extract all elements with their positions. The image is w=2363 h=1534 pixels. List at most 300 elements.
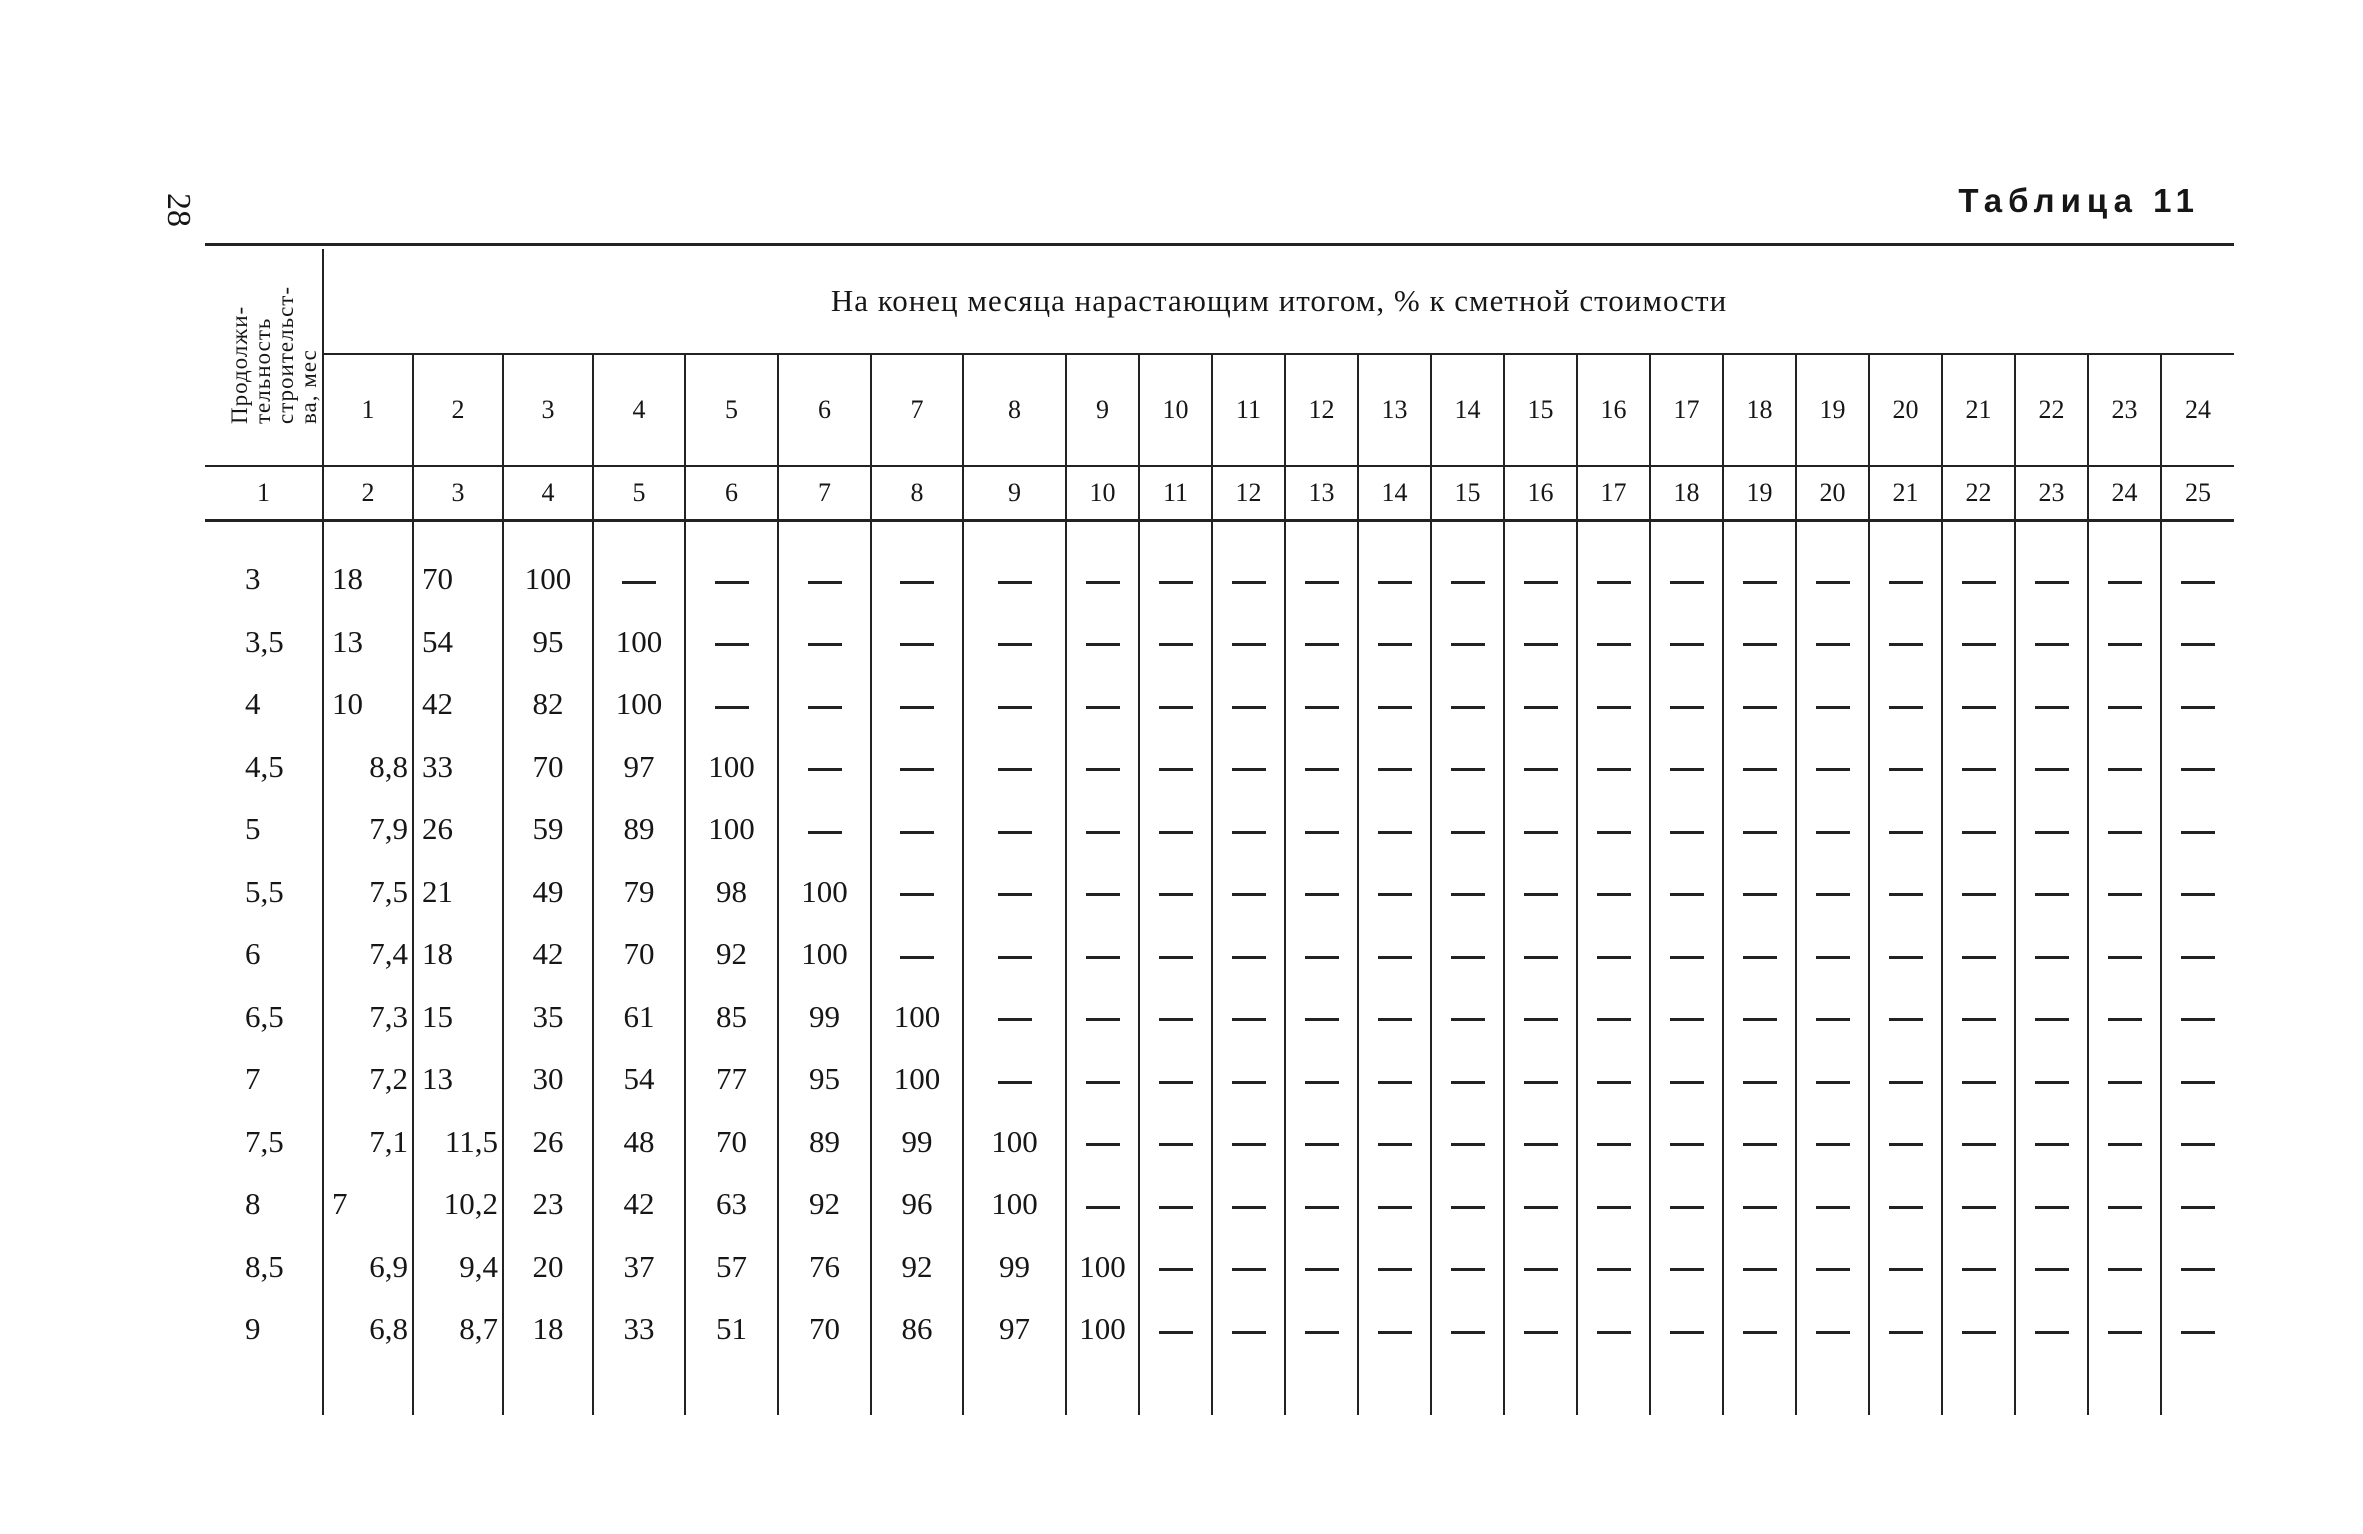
dash-mark <box>1232 581 1266 584</box>
empty-cell <box>1504 1298 1577 1361</box>
dash-mark <box>1670 643 1704 646</box>
dash-mark <box>998 768 1032 771</box>
empty-cell <box>1723 736 1796 799</box>
empty-cell <box>1650 548 1723 611</box>
empty-cell <box>1285 548 1358 611</box>
dash-mark <box>2035 893 2069 896</box>
empty-cell <box>1723 1236 1796 1299</box>
dash-mark <box>1086 706 1120 709</box>
empty-cell <box>2015 1236 2088 1299</box>
empty-cell <box>1431 736 1504 799</box>
dash-mark <box>1889 1331 1923 1334</box>
dash-mark <box>2181 768 2215 771</box>
duration-cell: 7,5 <box>245 1123 284 1159</box>
dash-mark <box>1597 706 1631 709</box>
empty-cell <box>2088 986 2161 1049</box>
empty-cell <box>1431 1048 1504 1111</box>
empty-cell <box>1577 1236 1650 1299</box>
dash-mark <box>900 956 934 959</box>
spacer-cell <box>963 1361 1066 1415</box>
month-header-19: 19 <box>1796 354 1869 466</box>
column-number-16: 16 <box>1504 466 1577 521</box>
dash-mark <box>1597 643 1631 646</box>
empty-cell <box>1504 798 1577 861</box>
dash-mark <box>1524 1206 1558 1209</box>
dash-mark <box>1086 768 1120 771</box>
dash-mark <box>1962 831 1996 834</box>
value-cell: 70 <box>778 1298 871 1361</box>
empty-cell <box>1139 548 1212 611</box>
empty-cell <box>1796 1111 1869 1174</box>
empty-cell <box>1431 548 1504 611</box>
empty-cell <box>1358 548 1431 611</box>
spacer-cell <box>1431 1361 1504 1415</box>
empty-cell <box>1723 1111 1796 1174</box>
dash-mark <box>2108 1018 2142 1021</box>
value-cell: 100 <box>503 548 593 611</box>
empty-cell <box>1942 798 2015 861</box>
dash-mark <box>1086 643 1120 646</box>
dash-mark <box>1889 1268 1923 1271</box>
spacer-cell <box>323 1361 413 1415</box>
dash-mark <box>1305 1018 1339 1021</box>
empty-cell <box>2088 736 2161 799</box>
value-cell: 10 <box>323 673 413 736</box>
dash-mark <box>1159 1206 1193 1209</box>
value-cell: 7,1 <box>323 1111 413 1174</box>
month-header-9: 9 <box>1066 354 1139 466</box>
dash-mark <box>998 1018 1032 1021</box>
dash-mark <box>1816 1081 1850 1084</box>
empty-cell <box>1796 1173 1869 1236</box>
dash-mark <box>1962 643 1996 646</box>
empty-cell <box>963 736 1066 799</box>
spacer-cell <box>503 1361 593 1415</box>
page-number: 28 <box>160 193 197 227</box>
empty-cell <box>1212 736 1285 799</box>
dash-mark <box>1159 1143 1193 1146</box>
dash-mark <box>1305 1143 1339 1146</box>
dash-mark <box>1962 956 1996 959</box>
empty-cell <box>1358 673 1431 736</box>
value-cell: 82 <box>503 673 593 736</box>
empty-cell <box>1869 1173 1942 1236</box>
empty-cell <box>1650 736 1723 799</box>
spacer-cell <box>2015 1361 2088 1415</box>
empty-cell <box>1358 611 1431 674</box>
dash-mark <box>1086 1143 1120 1146</box>
spacer-cell <box>1066 521 1139 549</box>
empty-cell <box>1431 923 1504 986</box>
empty-cell <box>1723 798 1796 861</box>
dash-mark <box>1597 1268 1631 1271</box>
empty-cell <box>1358 1173 1431 1236</box>
dash-mark <box>2035 1331 2069 1334</box>
empty-cell <box>1358 798 1431 861</box>
table-row <box>205 611 2234 674</box>
empty-cell <box>2161 1298 2234 1361</box>
empty-cell <box>1431 1298 1504 1361</box>
dash-mark <box>1378 643 1412 646</box>
dash-mark <box>2108 1143 2142 1146</box>
dash-mark <box>2181 956 2215 959</box>
spacer-cell <box>205 1361 323 1415</box>
table-row <box>205 1048 2234 1111</box>
dash-mark <box>1232 831 1266 834</box>
dash-mark <box>1816 1018 1850 1021</box>
dash-mark <box>1670 768 1704 771</box>
empty-cell <box>1212 1298 1285 1361</box>
column-number-row <box>205 466 2234 521</box>
value-cell: 92 <box>871 1236 963 1299</box>
column-number-7: 7 <box>778 466 871 521</box>
dash-mark <box>2035 1081 2069 1084</box>
spacer-cell <box>205 521 323 549</box>
spacer-cell <box>1504 521 1577 549</box>
dash-mark <box>1743 1081 1777 1084</box>
dash-mark <box>1159 893 1193 896</box>
dash-mark <box>622 581 656 584</box>
dash-mark <box>1159 831 1193 834</box>
month-header-23: 23 <box>2088 354 2161 466</box>
value-cell: 95 <box>503 611 593 674</box>
dash-mark <box>1816 893 1850 896</box>
column-number-5: 5 <box>593 466 685 521</box>
dash-mark <box>1670 893 1704 896</box>
dash-mark <box>1159 1331 1193 1334</box>
dash-mark <box>808 831 842 834</box>
value-cell: 7,3 <box>323 986 413 1049</box>
dash-mark <box>1451 581 1485 584</box>
spacer-cell <box>2161 521 2234 549</box>
empty-cell <box>1431 986 1504 1049</box>
empty-cell <box>1504 923 1577 986</box>
spacer-cell <box>871 1361 963 1415</box>
empty-cell <box>1139 1173 1212 1236</box>
dash-mark <box>1305 831 1339 834</box>
dash-mark <box>1670 1143 1704 1146</box>
dash-mark <box>1159 1081 1193 1084</box>
dash-mark <box>2108 1268 2142 1271</box>
dash-mark <box>2181 1331 2215 1334</box>
dash-mark <box>1597 1018 1631 1021</box>
dash-mark <box>1524 706 1558 709</box>
spacer-cell <box>413 1361 503 1415</box>
dash-mark <box>1743 1206 1777 1209</box>
dash-mark <box>1597 831 1631 834</box>
value-cell: 97 <box>593 736 685 799</box>
value-cell: 100 <box>685 736 778 799</box>
dash-mark <box>1451 831 1485 834</box>
value-cell: 49 <box>503 861 593 924</box>
dash-mark <box>808 643 842 646</box>
value-cell: 97 <box>963 1298 1066 1361</box>
dash-mark <box>1086 831 1120 834</box>
empty-cell <box>1358 1298 1431 1361</box>
month-header-17: 17 <box>1650 354 1723 466</box>
empty-cell <box>1358 986 1431 1049</box>
dash-mark <box>715 643 749 646</box>
value-cell: 30 <box>503 1048 593 1111</box>
empty-cell <box>1212 1236 1285 1299</box>
dash-mark <box>1889 831 1923 834</box>
dash-mark <box>2108 956 2142 959</box>
value-cell: 89 <box>778 1111 871 1174</box>
value-cell: 35 <box>503 986 593 1049</box>
month-header-15: 15 <box>1504 354 1577 466</box>
spacer-cell <box>2088 1361 2161 1415</box>
empty-cell <box>2161 798 2234 861</box>
dash-mark <box>1159 643 1193 646</box>
dash-mark <box>1889 956 1923 959</box>
empty-cell <box>2088 673 2161 736</box>
value-cell: 92 <box>685 923 778 986</box>
value-cell: 7 <box>323 1173 413 1236</box>
dash-mark <box>900 581 934 584</box>
empty-cell <box>871 798 963 861</box>
dash-mark <box>998 1081 1032 1084</box>
month-header-12: 12 <box>1285 354 1358 466</box>
dash-mark <box>2108 893 2142 896</box>
empty-cell <box>1285 861 1358 924</box>
dash-mark <box>1670 1081 1704 1084</box>
dash-mark <box>1816 706 1850 709</box>
dash-mark <box>2108 831 2142 834</box>
empty-cell <box>1285 1111 1358 1174</box>
empty-cell <box>1212 1048 1285 1111</box>
empty-cell <box>1285 736 1358 799</box>
month-header-14: 14 <box>1431 354 1504 466</box>
empty-cell <box>1066 861 1139 924</box>
value-cell: 26 <box>503 1111 593 1174</box>
dash-mark <box>1524 1143 1558 1146</box>
dash-mark <box>1305 643 1339 646</box>
dash-mark <box>1962 1018 1996 1021</box>
empty-cell <box>963 673 1066 736</box>
spacer-cell <box>1212 521 1285 549</box>
dash-mark <box>1743 1018 1777 1021</box>
value-cell: 63 <box>685 1173 778 1236</box>
spacer-cell <box>1139 521 1212 549</box>
dash-mark <box>1159 768 1193 771</box>
dash-mark <box>2108 1331 2142 1334</box>
dash-mark <box>1816 581 1850 584</box>
dash-mark <box>1889 643 1923 646</box>
empty-cell <box>1577 611 1650 674</box>
month-header-6: 6 <box>778 354 871 466</box>
empty-cell <box>1577 923 1650 986</box>
empty-cell <box>871 673 963 736</box>
empty-cell <box>1942 1111 2015 1174</box>
dash-mark <box>1597 1206 1631 1209</box>
empty-cell <box>1139 798 1212 861</box>
value-cell: 33 <box>593 1298 685 1361</box>
month-header-row <box>205 354 2234 466</box>
empty-cell <box>1650 611 1723 674</box>
dash-mark <box>1524 581 1558 584</box>
dash-mark <box>1451 1206 1485 1209</box>
dash-mark <box>2181 1018 2215 1021</box>
spacer-cell <box>1212 1361 1285 1415</box>
value-cell: 18 <box>503 1298 593 1361</box>
column-number-13: 13 <box>1285 466 1358 521</box>
empty-cell <box>1942 673 2015 736</box>
empty-cell <box>1650 798 1723 861</box>
spacer-cell <box>2015 521 2088 549</box>
empty-cell <box>2088 1236 2161 1299</box>
empty-cell <box>1504 861 1577 924</box>
value-cell: 70 <box>503 736 593 799</box>
column-number-12: 12 <box>1212 466 1285 521</box>
empty-cell <box>2161 1236 2234 1299</box>
dash-mark <box>1670 1268 1704 1271</box>
empty-cell <box>1504 548 1577 611</box>
empty-cell <box>1650 923 1723 986</box>
value-cell: 77 <box>685 1048 778 1111</box>
dash-mark <box>2181 1081 2215 1084</box>
dash-mark <box>2181 581 2215 584</box>
dash-mark <box>1159 706 1193 709</box>
value-cell: 42 <box>413 673 503 736</box>
dash-mark <box>2035 1206 2069 1209</box>
empty-cell <box>1504 1111 1577 1174</box>
empty-cell <box>1869 673 1942 736</box>
month-header-11: 11 <box>1212 354 1285 466</box>
empty-cell <box>1723 548 1796 611</box>
dash-mark <box>1378 893 1412 896</box>
value-cell: 54 <box>593 1048 685 1111</box>
empty-cell <box>2161 1111 2234 1174</box>
empty-cell <box>871 923 963 986</box>
empty-cell <box>1504 1048 1577 1111</box>
spacer-cell <box>1577 1361 1650 1415</box>
empty-cell <box>2161 1173 2234 1236</box>
dash-mark <box>1670 1018 1704 1021</box>
duration-cell: 3 <box>245 561 261 597</box>
duration-cell: 7 <box>245 1061 261 1097</box>
dash-mark <box>1378 831 1412 834</box>
empty-cell <box>1723 611 1796 674</box>
empty-cell <box>1066 798 1139 861</box>
empty-cell <box>2161 986 2234 1049</box>
row-header-text <box>228 286 320 424</box>
dash-mark <box>1743 581 1777 584</box>
month-header-13: 13 <box>1358 354 1431 466</box>
empty-cell <box>1066 986 1139 1049</box>
dash-mark <box>1962 1143 1996 1146</box>
dash-mark <box>1378 956 1412 959</box>
empty-cell <box>2015 1173 2088 1236</box>
dash-mark <box>998 643 1032 646</box>
value-cell: 7,9 <box>323 798 413 861</box>
table-row <box>205 736 2234 799</box>
dash-mark <box>900 706 934 709</box>
month-header-1: 1 <box>323 354 413 466</box>
dash-mark <box>1524 1081 1558 1084</box>
empty-cell <box>2015 736 2088 799</box>
empty-cell <box>1796 1048 1869 1111</box>
empty-cell <box>1796 673 1869 736</box>
dash-mark <box>1524 956 1558 959</box>
empty-cell <box>1577 798 1650 861</box>
empty-cell <box>963 1048 1066 1111</box>
dash-mark <box>1232 768 1266 771</box>
empty-cell <box>2088 611 2161 674</box>
table-row <box>205 986 2234 1049</box>
value-cell: 96 <box>871 1173 963 1236</box>
duration-cell: 5 <box>245 811 261 847</box>
value-cell: 48 <box>593 1111 685 1174</box>
empty-cell <box>1869 1111 1942 1174</box>
group-title: На конец месяца нарастающим итогом, % к сметной стоимости <box>323 249 2234 354</box>
empty-cell <box>1139 1048 1212 1111</box>
value-cell: 100 <box>1066 1236 1139 1299</box>
value-cell: 92 <box>778 1173 871 1236</box>
dash-mark <box>1597 581 1631 584</box>
dash-mark <box>1597 893 1631 896</box>
spacer-cell <box>871 521 963 549</box>
empty-cell <box>1358 736 1431 799</box>
empty-cell <box>1796 736 1869 799</box>
empty-cell <box>963 548 1066 611</box>
value-cell: 100 <box>871 986 963 1049</box>
value-cell: 95 <box>778 1048 871 1111</box>
dash-mark <box>1305 1206 1339 1209</box>
value-cell: 6,8 <box>323 1298 413 1361</box>
empty-cell <box>2161 861 2234 924</box>
dash-mark <box>1889 893 1923 896</box>
table-row <box>205 1111 2234 1174</box>
dash-mark <box>1305 1268 1339 1271</box>
empty-cell <box>1431 798 1504 861</box>
value-cell: 100 <box>1066 1298 1139 1361</box>
empty-cell <box>2088 548 2161 611</box>
dash-mark <box>1743 1268 1777 1271</box>
dash-mark <box>1451 1268 1485 1271</box>
dash-mark <box>1086 893 1120 896</box>
value-cell: 70 <box>593 923 685 986</box>
empty-cell <box>1723 861 1796 924</box>
table-row <box>205 923 2234 986</box>
empty-cell <box>1650 1111 1723 1174</box>
empty-cell <box>1504 986 1577 1049</box>
dash-mark <box>900 893 934 896</box>
spacer-cell <box>1139 1361 1212 1415</box>
empty-cell <box>1723 1298 1796 1361</box>
value-cell: 98 <box>685 861 778 924</box>
empty-cell <box>2088 923 2161 986</box>
table-row <box>205 1236 2234 1299</box>
value-cell: 85 <box>685 986 778 1049</box>
empty-cell <box>2161 1048 2234 1111</box>
month-header-18: 18 <box>1723 354 1796 466</box>
value-cell: 70 <box>685 1111 778 1174</box>
empty-cell <box>1942 548 2015 611</box>
dash-mark <box>1451 768 1485 771</box>
month-header-5: 5 <box>685 354 778 466</box>
row-header-line: Продолжи- <box>227 305 252 424</box>
dash-mark <box>1743 768 1777 771</box>
empty-cell <box>1431 611 1504 674</box>
empty-cell <box>1358 923 1431 986</box>
row-header-line: тельность <box>250 317 275 424</box>
empty-cell <box>2015 1298 2088 1361</box>
empty-cell <box>1796 861 1869 924</box>
empty-cell <box>1796 548 1869 611</box>
spacer-cell <box>1358 1361 1431 1415</box>
empty-cell <box>1650 1236 1723 1299</box>
column-number-21: 21 <box>1869 466 1942 521</box>
